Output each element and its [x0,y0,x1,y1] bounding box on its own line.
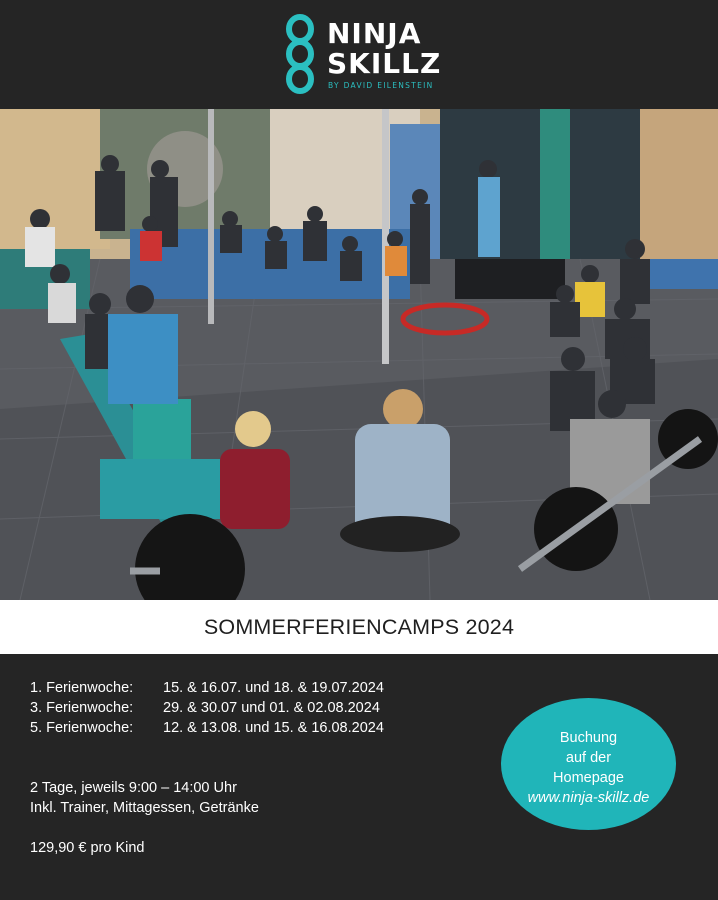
list-item [30,678,450,698]
infinity-knot-icon [283,13,317,95]
list-item [30,718,450,738]
page-title: SOMMERFERIENCAMPS 2024 [203,615,515,639]
logo-word-ninja: NINJA [327,17,422,50]
includes-text: Inkl. Trainer, Mittagessen, Getränke [30,800,259,816]
list-item [30,698,450,718]
schedule-text: 2 Tage, jeweils 9:00 – 14:00 Uhr [30,780,237,796]
booking-badge[interactable] [501,698,676,830]
week-dates-list [30,678,450,738]
week-dates: 15. & 16.07. und 18. & 19.07.2024 [163,680,384,696]
header [0,0,718,109]
week-label: 3. Ferienwoche: [30,700,134,716]
ninja-skillz-logo [283,13,443,95]
headline-band [0,600,718,654]
price-text: 129,90 € pro Kind [30,840,145,856]
week-dates: 12. & 13.08. und 15. & 16.08.2024 [163,720,384,736]
logo-byline: BY DAVID EILENSTEIN [328,81,434,90]
camp-details [30,778,259,818]
week-label: 1. Ferienwoche: [30,680,134,696]
week-dates: 29. & 30.07 und 01. & 02.08.2024 [163,700,380,716]
kids-sitting-in-ninja-gym-photo [0,109,718,600]
booking-line: auf der [565,750,612,766]
booking-line: Buchung [559,730,618,746]
logo-word-skillz: SKILLZ [327,47,442,80]
week-label: 5. Ferienwoche: [30,720,134,736]
booking-line: Homepage [553,770,624,786]
booking-url-link[interactable]: www.ninja-skillz.de [527,790,650,806]
